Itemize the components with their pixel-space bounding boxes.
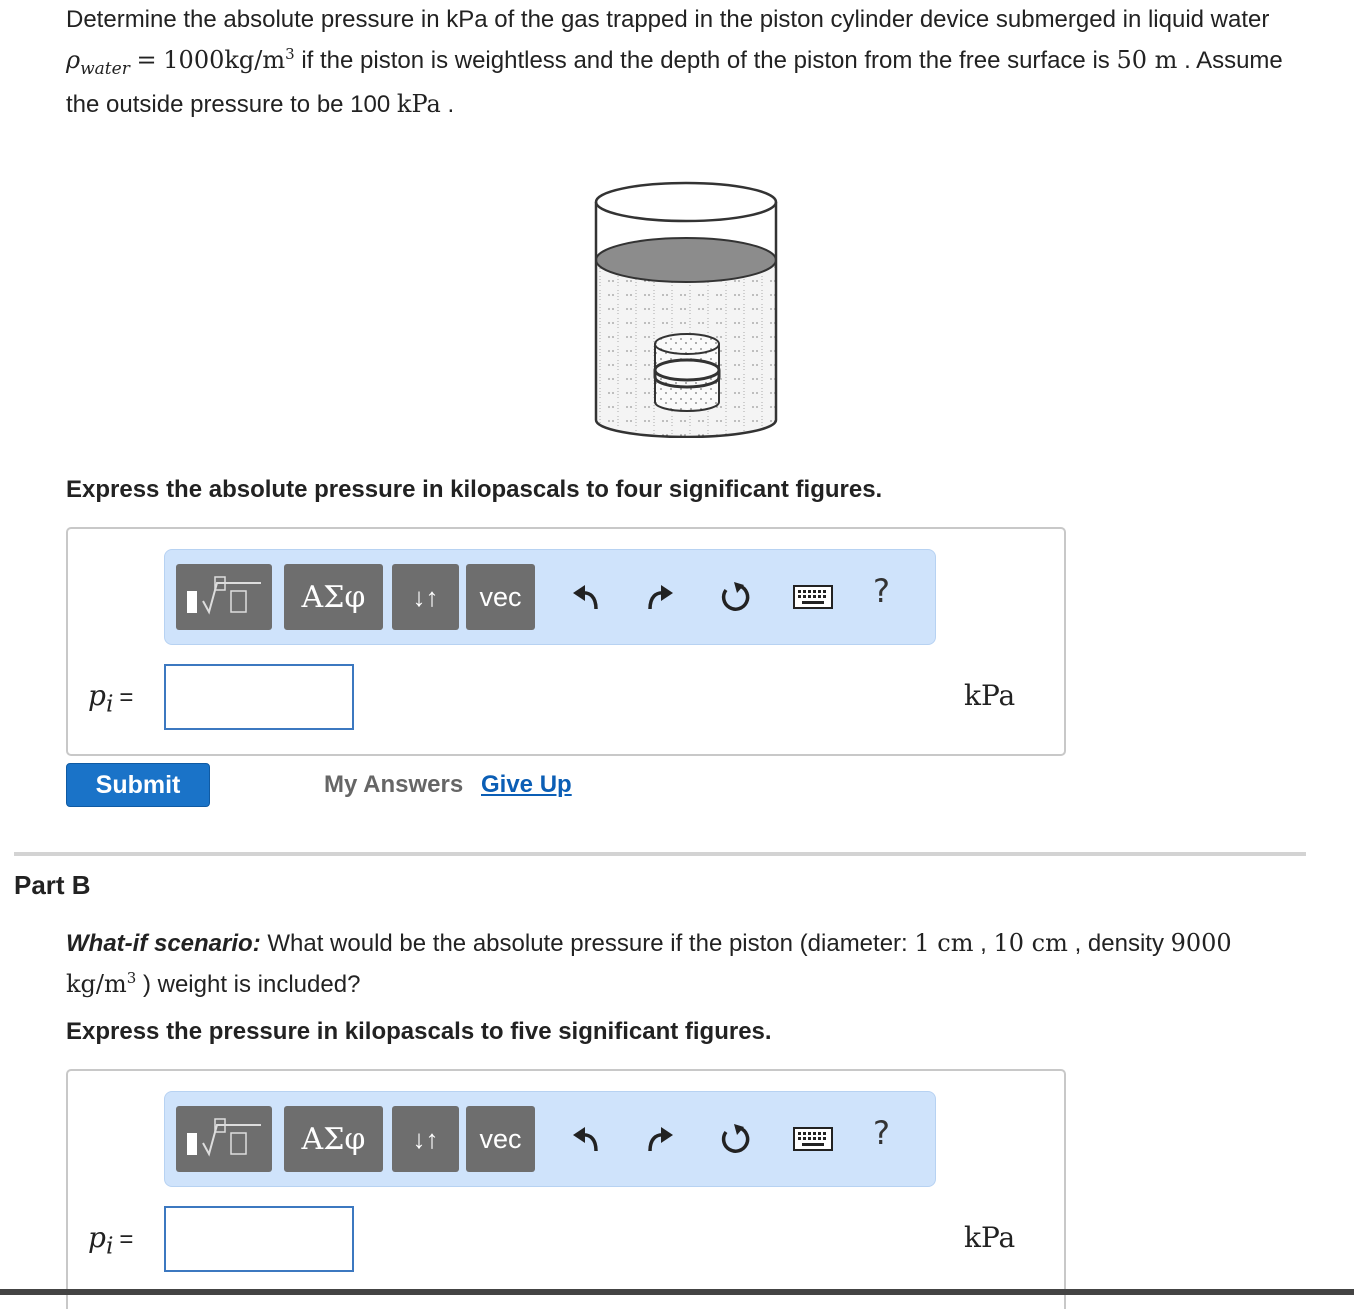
subscript-superscript-button[interactable] bbox=[392, 1106, 459, 1172]
section-divider bbox=[14, 852, 1306, 856]
part-b-title: Part B bbox=[14, 870, 91, 900]
undo-icon bbox=[570, 581, 602, 613]
window-bottom-edge bbox=[0, 1289, 1354, 1295]
keyboard-button[interactable] bbox=[793, 580, 833, 614]
templates-icon bbox=[181, 574, 267, 620]
greek-letters-button[interactable] bbox=[284, 1106, 383, 1172]
reset-icon bbox=[718, 580, 752, 614]
question-text: Determine the absolute pressure in kPa of the gas trapped in the piston cylinder device submerged in liquid water $\rho_{water} = 1000kg/m^3$ if the piston is weightless and the depth of the piston from the free surface is 50 m . Assume the outside pressure to be 100 kPa . bbox=[66, 6, 1283, 118]
redo-icon bbox=[644, 1123, 676, 1155]
subscript-superscript-icon: ↓↑ bbox=[412, 1123, 439, 1154]
keyboard-icon bbox=[793, 584, 833, 610]
my-answers-link[interactable]: My Answers bbox=[324, 771, 464, 798]
templates-button[interactable] bbox=[176, 1106, 272, 1172]
reset-icon bbox=[718, 1122, 752, 1156]
redo-button[interactable] bbox=[643, 1122, 677, 1156]
templates-icon bbox=[181, 1116, 267, 1162]
water-surface bbox=[596, 238, 776, 282]
keyboard-icon bbox=[793, 1126, 833, 1152]
help-button[interactable] bbox=[873, 572, 890, 610]
inner-cylinder-top bbox=[655, 334, 719, 354]
subscript-superscript-button[interactable] bbox=[392, 564, 459, 630]
greek-letters-icon: ΑΣφ bbox=[301, 1121, 366, 1157]
greek-letters-icon: ΑΣφ bbox=[301, 579, 366, 615]
greek-letters-button[interactable] bbox=[284, 564, 383, 630]
undo-button[interactable] bbox=[569, 580, 603, 614]
vector-icon: vec bbox=[479, 1123, 522, 1154]
give-up-link[interactable]: Give Up bbox=[481, 771, 572, 798]
variable-label: $p_i$ = bbox=[88, 679, 134, 718]
part-a-answer-box bbox=[66, 527, 1066, 756]
piston-cylinder-figure bbox=[588, 176, 784, 438]
submit-button[interactable]: Submit bbox=[66, 763, 210, 807]
subscript-superscript-icon: ↓↑ bbox=[412, 581, 439, 612]
answer-input[interactable] bbox=[164, 664, 354, 730]
reset-button[interactable] bbox=[718, 580, 752, 614]
undo-icon bbox=[570, 1123, 602, 1155]
keyboard-button[interactable] bbox=[793, 1122, 833, 1156]
redo-button[interactable] bbox=[643, 580, 677, 614]
undo-button[interactable] bbox=[569, 1122, 603, 1156]
piston bbox=[655, 360, 719, 380]
vector-button[interactable] bbox=[466, 1106, 535, 1172]
part-b-answer-box bbox=[66, 1069, 1066, 1309]
help-button[interactable] bbox=[873, 1114, 890, 1152]
reset-button[interactable] bbox=[718, 1122, 752, 1156]
vector-icon: vec bbox=[479, 581, 522, 612]
part-a-instruction: Express the absolute pressure in kilopascals to four significant figures. bbox=[66, 476, 883, 503]
unit-label: kPa bbox=[964, 679, 1016, 712]
whatif-text: What-if scenario: What would be the absolute pressure if the piston (diameter: 1 cm , 10 cm , density 9000 $kg/m^3$ ) weight is included? bbox=[66, 929, 1232, 998]
vector-button[interactable] bbox=[466, 564, 535, 630]
help-icon: ? bbox=[873, 1114, 890, 1152]
variable-label: $p_i$ = bbox=[88, 1221, 134, 1260]
math-toolbar bbox=[164, 549, 936, 645]
redo-icon bbox=[644, 581, 676, 613]
templates-button[interactable] bbox=[176, 564, 272, 630]
part-b-instruction: Express the pressure in kilopascals to five significant figures. bbox=[66, 1018, 772, 1045]
cylinder-rim bbox=[596, 183, 776, 221]
help-icon: ? bbox=[873, 572, 890, 610]
answer-input[interactable] bbox=[164, 1206, 354, 1272]
unit-label: kPa bbox=[964, 1221, 1016, 1254]
math-toolbar bbox=[164, 1091, 936, 1187]
